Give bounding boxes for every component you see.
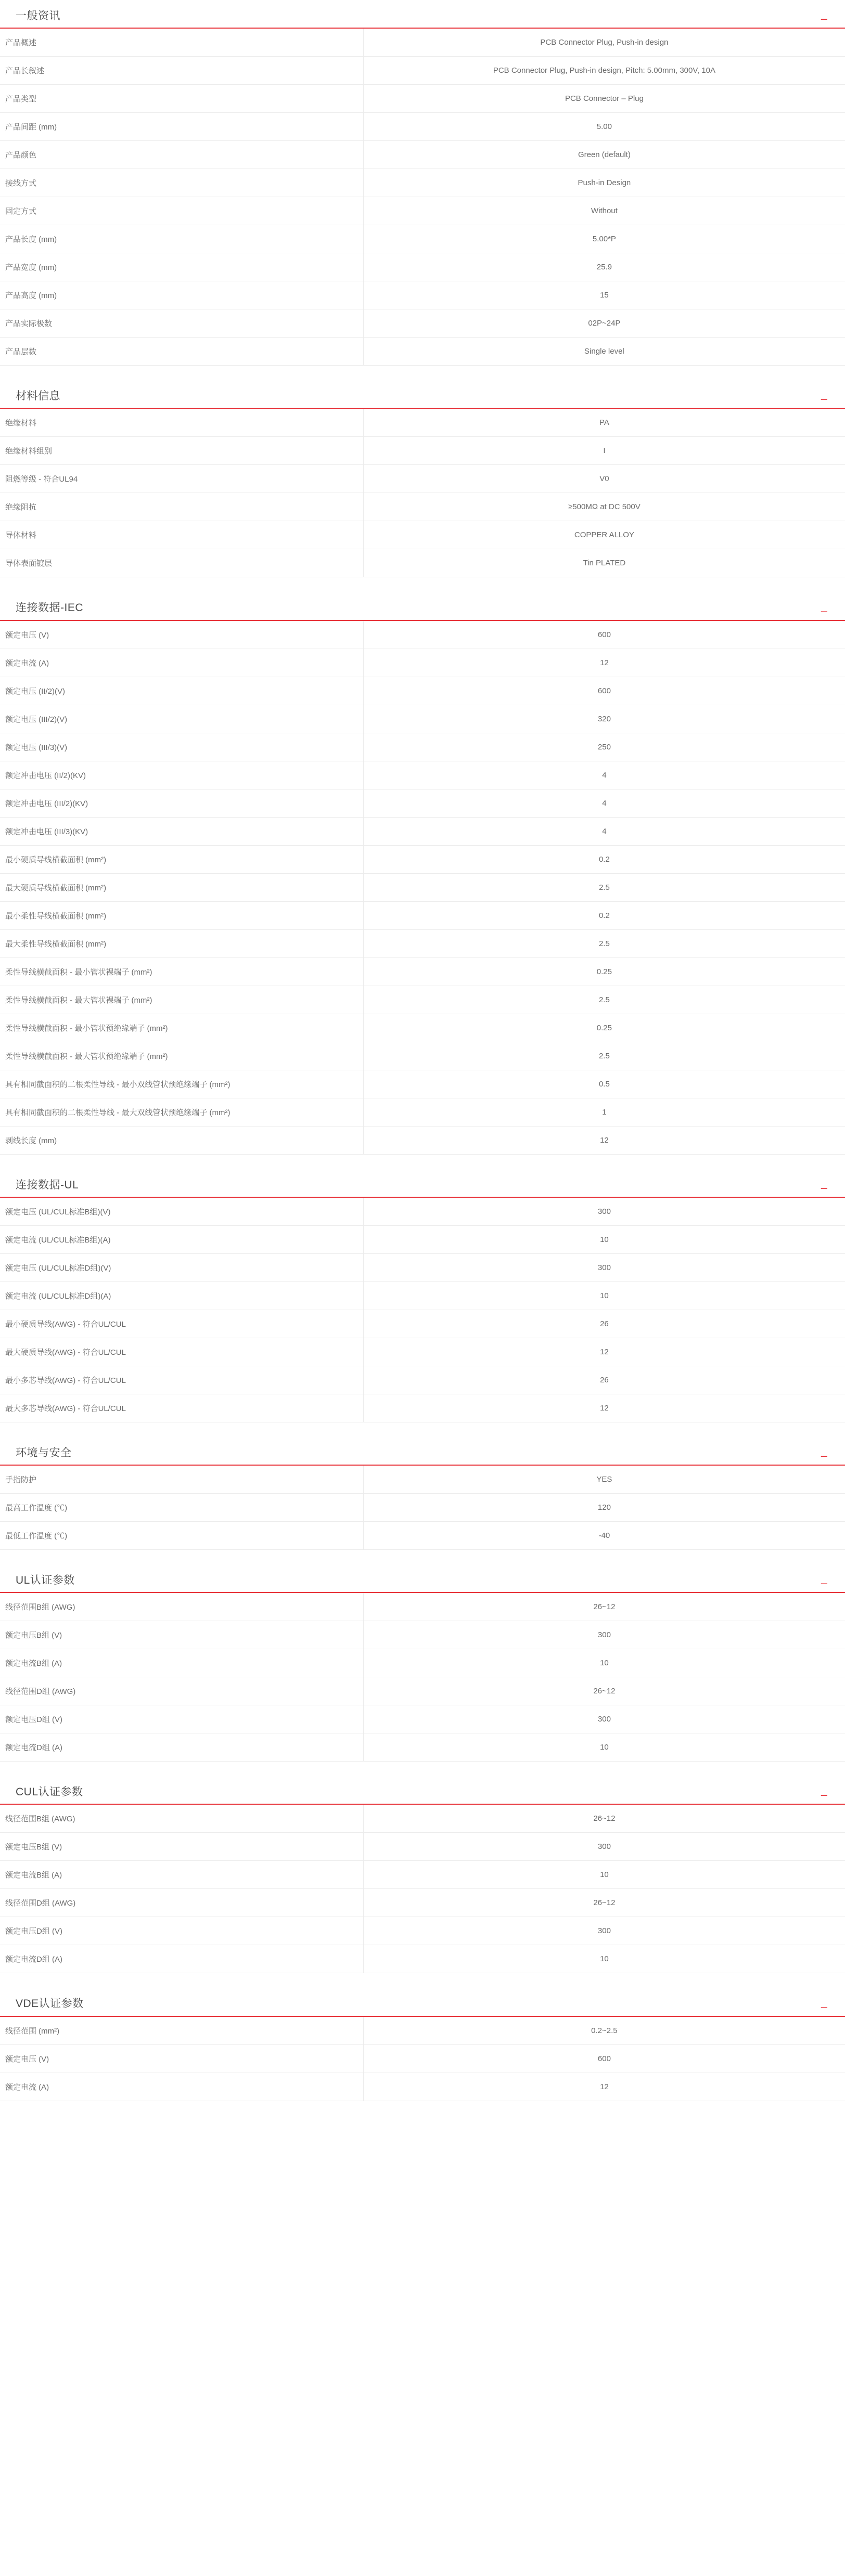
spec-value: 5.00: [596, 122, 612, 132]
table-row: [0, 1394, 845, 1422]
table-row: [0, 57, 845, 85]
table-row: [0, 1310, 845, 1338]
table-row: [0, 621, 845, 649]
spec-label: 额定电流 (A): [0, 649, 363, 677]
spec-value: 4: [602, 798, 607, 808]
spec-value: Green (default): [578, 150, 631, 160]
spec-label: 柔性导线横截面积 - 最大管状裸端子 (mm²): [0, 986, 363, 1014]
spec-label: 产品长度 (mm): [0, 225, 363, 253]
spec-value: 300: [597, 1207, 611, 1216]
spec-value: PCB Connector Plug, Push-in design, Pitch: 5.00mm, 300V, 10A: [493, 66, 715, 75]
table-row: [0, 141, 845, 169]
section-header[interactable]: [0, 1564, 845, 1593]
spec-label: 额定电流 (UL/CUL标准D组)(A): [0, 1281, 363, 1310]
spec-label: 产品高度 (mm): [0, 281, 363, 309]
spec-label: 额定电压D组 (V): [0, 1917, 363, 1945]
spec-label: 产品层数: [0, 338, 363, 366]
collapse-icon[interactable]: –: [821, 1576, 827, 1590]
spec-value: 26~12: [593, 1814, 616, 1823]
spec-label: 最高工作温度 (℃): [0, 1493, 363, 1521]
spec-value: V0: [599, 474, 609, 484]
spec-label: 额定电压B组 (V): [0, 1833, 363, 1861]
spec-table: [0, 1805, 845, 1973]
spec-label: 最小柔性导线横截面积 (mm²): [0, 901, 363, 929]
spec-value: 600: [597, 2054, 611, 2063]
spec-value: PA: [599, 418, 609, 428]
table-row: [0, 733, 845, 761]
spec-label: 柔性导线横截面积 - 最小管状预绝缘端子 (mm²): [0, 1014, 363, 1042]
table-row: [0, 1198, 845, 1226]
spec-label: 手指防护: [0, 1466, 363, 1494]
spec-value: Single level: [584, 347, 624, 356]
section-title: VDE认证参数: [16, 1998, 84, 2010]
table-row: [0, 649, 845, 677]
table-row: [0, 845, 845, 873]
section-title: 连接数据-UL: [16, 1179, 79, 1191]
spec-value: 4: [602, 826, 607, 836]
spec-section: [0, 1988, 845, 2101]
table-row: [0, 1677, 845, 1705]
table-row: [0, 197, 845, 225]
table-row: [0, 1466, 845, 1494]
spec-label: 导体材料: [0, 521, 363, 549]
spec-label: 额定电流B组 (A): [0, 1649, 363, 1677]
collapse-icon[interactable]: –: [821, 392, 827, 406]
spec-label: 额定电流 (A): [0, 2073, 363, 2101]
table-row: [0, 929, 845, 957]
spec-label: 最低工作温度 (℃): [0, 1521, 363, 1549]
spec-value: 12: [600, 1403, 609, 1413]
spec-table: [0, 1466, 845, 1550]
table-row: [0, 1861, 845, 1889]
collapse-icon[interactable]: –: [821, 2000, 827, 2013]
spec-label: 额定电流D组 (A): [0, 1945, 363, 1973]
spec-section: [0, 1169, 845, 1422]
table-row: [0, 1649, 845, 1677]
spec-value: 10: [600, 1659, 609, 1668]
spec-label: 额定冲击电压 (II/2)(KV): [0, 761, 363, 789]
spec-section: [0, 1437, 845, 1550]
section-header[interactable]: [0, 380, 845, 409]
section-header[interactable]: [0, 1169, 845, 1198]
section-title: UL认证参数: [16, 1574, 75, 1586]
spec-value: 0.2~2.5: [591, 2026, 618, 2035]
table-row: [0, 113, 845, 141]
table-row: [0, 1366, 845, 1394]
spec-label: 阻燃等级 - 符合UL94: [0, 465, 363, 493]
spec-label: 额定电压 (V): [0, 2044, 363, 2073]
spec-label: 额定电压B组 (V): [0, 1621, 363, 1649]
section-title: CUL认证参数: [16, 1786, 83, 1798]
table-row: [0, 1593, 845, 1621]
spec-label: 柔性导线横截面积 - 最小管状裸端子 (mm²): [0, 957, 363, 986]
spec-label: 产品实际极数: [0, 309, 363, 338]
spec-label: 额定电压 (UL/CUL标准D组)(V): [0, 1253, 363, 1281]
spec-section: [0, 0, 845, 366]
spec-label: 额定电压D组 (V): [0, 1705, 363, 1733]
spec-section: [0, 592, 845, 1154]
section-title: 一般资讯: [16, 10, 60, 22]
spec-value: 5.00*P: [592, 235, 616, 244]
spec-table: [0, 409, 845, 577]
spec-value: PCB Connector Plug, Push-in design: [540, 38, 669, 47]
section-header[interactable]: [0, 1988, 845, 2016]
table-row: [0, 1521, 845, 1549]
spec-value: 0.2: [598, 911, 610, 920]
collapse-icon[interactable]: –: [821, 12, 827, 25]
spec-section: [0, 380, 845, 577]
collapse-icon[interactable]: –: [821, 604, 827, 617]
spec-label: 额定电压 (UL/CUL标准B组)(V): [0, 1198, 363, 1226]
section-header[interactable]: [0, 592, 845, 620]
spec-value: 0.5: [598, 1079, 610, 1089]
spec-label: 最小硬质导线横截面积 (mm²): [0, 845, 363, 873]
table-row: [0, 2044, 845, 2073]
table-row: [0, 338, 845, 366]
table-row: [0, 1253, 845, 1281]
spec-value: 15: [600, 291, 609, 300]
spec-value: 26~12: [593, 1898, 616, 1908]
spec-label: 最大硬质导线横截面积 (mm²): [0, 873, 363, 901]
table-row: [0, 705, 845, 733]
table-row: [0, 281, 845, 309]
spec-label: 额定电压 (III/3)(V): [0, 733, 363, 761]
spec-value: Without: [591, 206, 618, 216]
spec-value: Push-in Design: [578, 178, 631, 188]
spec-value: 300: [597, 1926, 611, 1936]
spec-table: [0, 1593, 845, 1762]
spec-label: 产品概述: [0, 29, 363, 57]
spec-label: 额定电压 (III/2)(V): [0, 705, 363, 733]
spec-value: 0.25: [596, 1023, 612, 1032]
spec-label: 产品宽度 (mm): [0, 253, 363, 281]
spec-value: 12: [600, 658, 609, 667]
spec-value: 600: [597, 630, 611, 639]
table-row: [0, 85, 845, 113]
spec-value: 300: [597, 1630, 611, 1640]
spec-label: 额定电流D组 (A): [0, 1733, 363, 1762]
spec-value: 12: [600, 1135, 609, 1145]
spec-value: 300: [597, 1842, 611, 1852]
spec-value: 02P~24P: [588, 319, 621, 328]
table-row: [0, 817, 845, 845]
spec-label: 线径范围D组 (AWG): [0, 1677, 363, 1705]
spec-label: 产品类型: [0, 85, 363, 113]
section-header[interactable]: [0, 0, 845, 29]
table-row: [0, 1225, 845, 1253]
spec-section: [0, 1776, 845, 1973]
spec-label: 最小多芯导线(AWG) - 符合UL/CUL: [0, 1366, 363, 1394]
spec-value: 320: [597, 714, 611, 723]
table-row: [0, 873, 845, 901]
spec-value: 26~12: [593, 1602, 616, 1612]
spec-label: 接线方式: [0, 169, 363, 197]
table-row: [0, 1733, 845, 1762]
spec-value: 12: [600, 1347, 609, 1356]
table-row: [0, 1126, 845, 1154]
spec-label: 绝缘材料: [0, 409, 363, 437]
spec-label: 额定电流 (UL/CUL标准B组)(A): [0, 1225, 363, 1253]
table-row: [0, 1833, 845, 1861]
spec-value: 2.5: [598, 1051, 610, 1060]
table-row: [0, 789, 845, 817]
table-row: [0, 2017, 845, 2045]
spec-label: 额定冲击电压 (III/2)(KV): [0, 789, 363, 817]
table-row: [0, 521, 845, 549]
spec-value: -40: [598, 1531, 610, 1540]
spec-label: 剥线长度 (mm): [0, 1126, 363, 1154]
table-row: [0, 225, 845, 253]
table-row: [0, 1705, 845, 1733]
spec-value: 250: [597, 742, 611, 752]
spec-value: 600: [597, 686, 611, 695]
spec-label: 具有相同截面积的二根柔性导线 - 最小双线管状预绝缘端子 (mm²): [0, 1070, 363, 1098]
table-row: [0, 1621, 845, 1649]
table-row: [0, 957, 845, 986]
table-row: [0, 169, 845, 197]
table-row: [0, 1805, 845, 1833]
table-row: [0, 1014, 845, 1042]
spec-label: 线径范围D组 (AWG): [0, 1889, 363, 1917]
spec-value: Tin PLATED: [583, 559, 626, 568]
table-row: [0, 549, 845, 577]
table-row: [0, 1098, 845, 1126]
spec-table: [0, 621, 845, 1155]
section-header[interactable]: [0, 1437, 845, 1466]
table-row: [0, 761, 845, 789]
spec-label: 线径范围 (mm²): [0, 2017, 363, 2045]
table-row: [0, 1042, 845, 1070]
spec-label: 额定电流B组 (A): [0, 1861, 363, 1889]
table-row: [0, 437, 845, 465]
spec-table: [0, 1198, 845, 1422]
spec-label: 额定冲击电压 (III/3)(KV): [0, 817, 363, 845]
collapse-icon[interactable]: –: [821, 1788, 827, 1802]
table-row: [0, 1945, 845, 1973]
table-row: [0, 309, 845, 338]
section-title: 连接数据-IEC: [16, 602, 83, 614]
spec-value: 10: [600, 1954, 609, 1964]
table-row: [0, 1917, 845, 1945]
spec-section: [0, 1564, 845, 1762]
spec-value: 26~12: [593, 1687, 616, 1696]
spec-label: 最小硬质导线(AWG) - 符合UL/CUL: [0, 1310, 363, 1338]
spec-label: 最大硬质导线(AWG) - 符合UL/CUL: [0, 1338, 363, 1366]
table-row: [0, 1338, 845, 1366]
table-row: [0, 1281, 845, 1310]
spec-value: COPPER ALLOY: [574, 530, 634, 540]
table-row: [0, 986, 845, 1014]
spec-label: 固定方式: [0, 197, 363, 225]
table-row: [0, 901, 845, 929]
collapse-icon[interactable]: –: [821, 1448, 827, 1462]
spec-label: 线径范围B组 (AWG): [0, 1593, 363, 1621]
spec-value: PCB Connector – Plug: [565, 94, 644, 103]
spec-label: 最大柔性导线横截面积 (mm²): [0, 929, 363, 957]
table-row: [0, 409, 845, 437]
table-row: [0, 493, 845, 521]
table-row: [0, 465, 845, 493]
spec-value: 26: [600, 1319, 609, 1328]
spec-table: [0, 2017, 845, 2101]
spec-label: 额定电压 (V): [0, 621, 363, 649]
spec-value: 12: [600, 2082, 609, 2091]
spec-value: 10: [600, 1743, 609, 1752]
table-row: [0, 1070, 845, 1098]
table-row: [0, 1493, 845, 1521]
spec-label: 产品长叙述: [0, 57, 363, 85]
spec-label: 具有相同截面积的二根柔性导线 - 最大双线管状预绝缘端子 (mm²): [0, 1098, 363, 1126]
spec-value: I: [603, 446, 606, 456]
spec-value: ≥500MΩ at DC 500V: [568, 502, 641, 512]
section-title: 材料信息: [16, 390, 60, 403]
table-row: [0, 1889, 845, 1917]
spec-value: 1: [602, 1107, 607, 1117]
spec-label: 绝缘材料组别: [0, 437, 363, 465]
spec-value: 300: [597, 1263, 611, 1272]
spec-value: 25.9: [596, 263, 612, 272]
table-row: [0, 2073, 845, 2101]
spec-label: 导体表面镀层: [0, 549, 363, 577]
spec-value: 2.5: [598, 939, 610, 948]
spec-value: 2.5: [598, 883, 610, 892]
spec-label: 线径范围B组 (AWG): [0, 1805, 363, 1833]
spec-value: 2.5: [598, 995, 610, 1004]
spec-value: 120: [597, 1503, 611, 1512]
table-row: [0, 677, 845, 705]
spec-value: 4: [602, 770, 607, 780]
spec-value: 26: [600, 1375, 609, 1384]
spec-label: 产品颜色: [0, 141, 363, 169]
table-row: [0, 253, 845, 281]
spec-table: [0, 29, 845, 366]
spec-label: 最大多芯导线(AWG) - 符合UL/CUL: [0, 1394, 363, 1422]
table-row: [0, 29, 845, 57]
spec-label: 产品间距 (mm): [0, 113, 363, 141]
spec-value: YES: [596, 1474, 612, 1484]
spec-value: 10: [600, 1870, 609, 1880]
spec-value: 0.25: [596, 967, 612, 976]
spec-value: 0.2: [598, 855, 610, 864]
spec-value: 300: [597, 1715, 611, 1724]
spec-label: 绝缘阻抗: [0, 493, 363, 521]
section-header[interactable]: [0, 1776, 845, 1805]
spec-label: 柔性导线横截面积 - 最大管状预绝缘端子 (mm²): [0, 1042, 363, 1070]
spec-label: 额定电压 (II/2)(V): [0, 677, 363, 705]
collapse-icon[interactable]: –: [821, 1181, 827, 1194]
spec-value: 10: [600, 1291, 609, 1300]
section-title: 环境与安全: [16, 1446, 72, 1459]
spec-value: 10: [600, 1235, 609, 1244]
